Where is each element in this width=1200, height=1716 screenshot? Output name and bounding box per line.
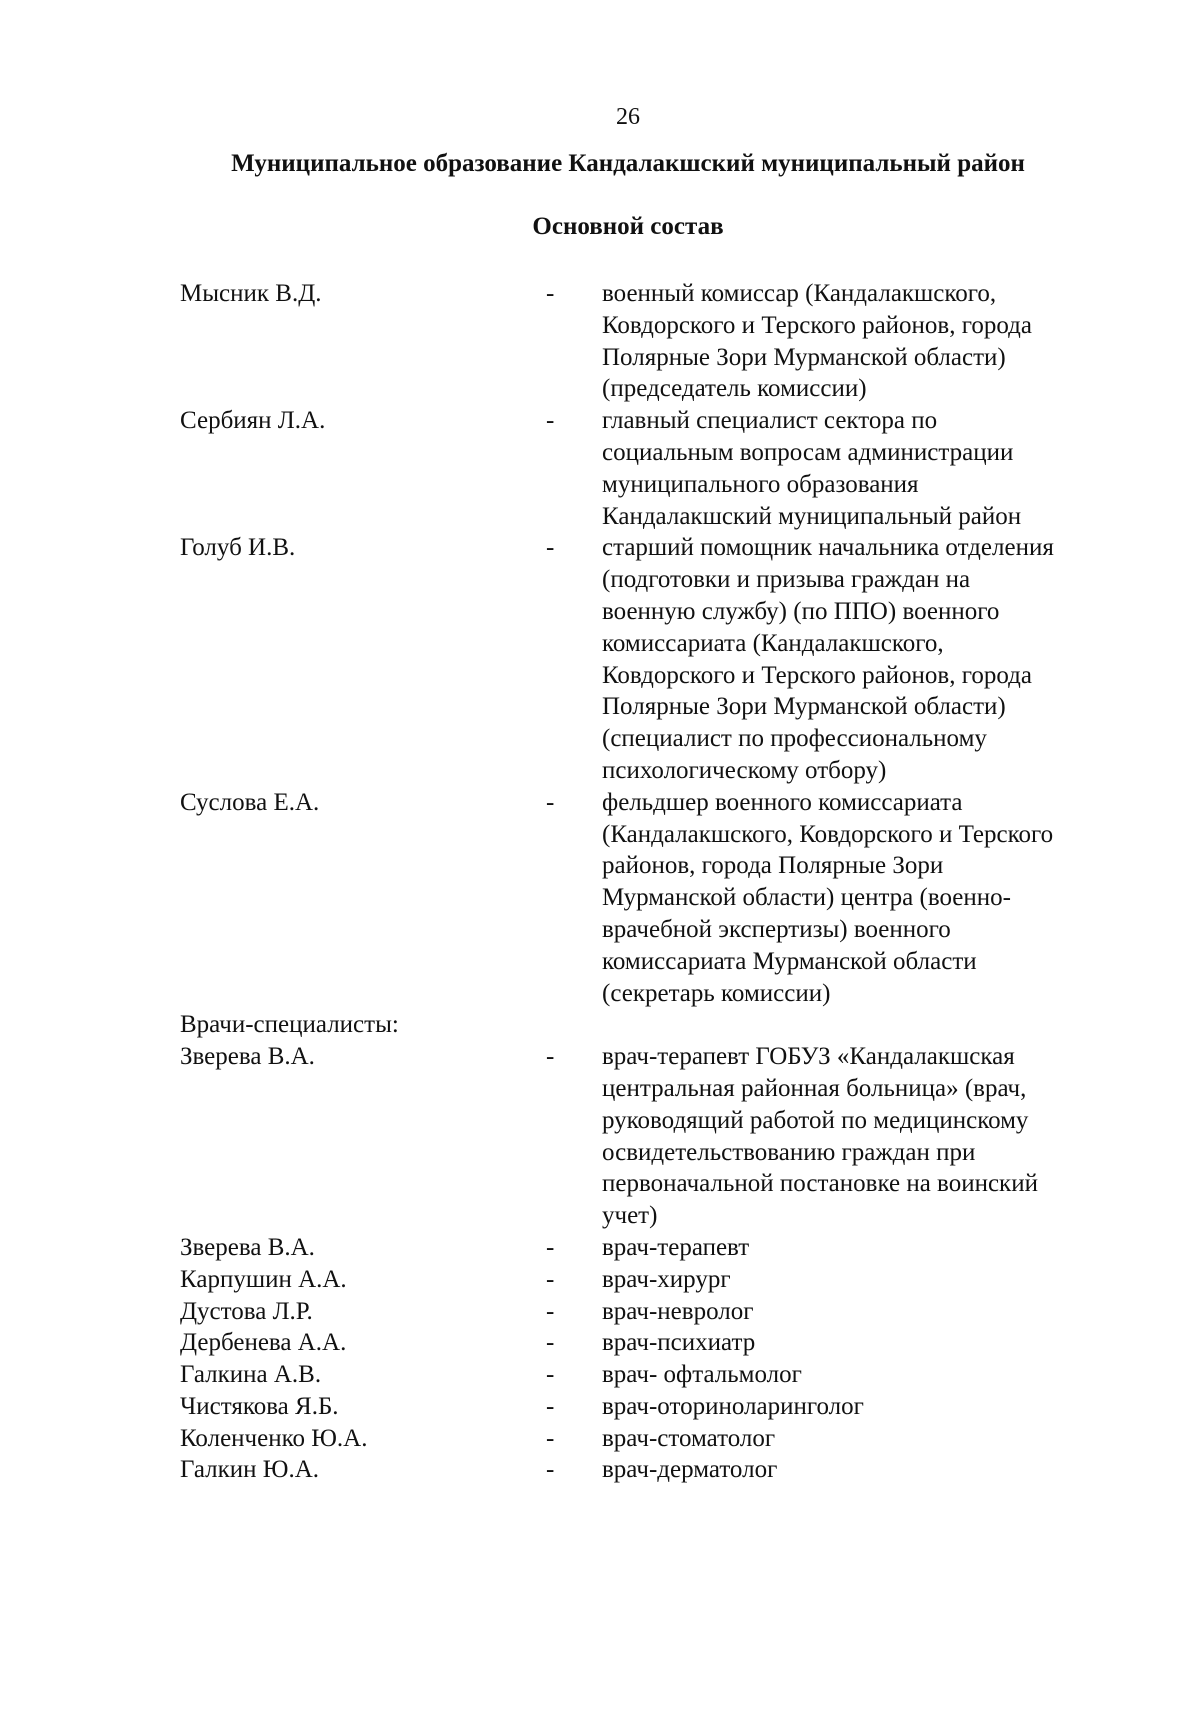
dash-separator: - bbox=[546, 407, 555, 435]
dash-separator: - bbox=[546, 1043, 555, 1071]
member-role: врач-терапевт ГОБУЗ «Кандалакшская центральная районная больница» (врач, руководящий работой по медицинскому освидетельствованию граждан при первоначальной постановке на воинский учет) bbox=[602, 1043, 1038, 1230]
member-row bbox=[180, 1454, 1120, 1486]
dash-separator: - bbox=[546, 1297, 555, 1325]
member-role: военный комиссар (Кандалакшского, Ковдорского и Терского районов, города Полярные Зори Мурманской области) (председатель комиссии) bbox=[602, 280, 1032, 403]
member-row bbox=[180, 278, 1120, 405]
page-number: 26 bbox=[616, 104, 640, 130]
member-role: врач-невролог bbox=[602, 1297, 754, 1325]
member-name: Галкин Ю.А. bbox=[180, 1456, 320, 1484]
member-name: Галкина А.В. bbox=[180, 1361, 322, 1389]
member-name: Карпушин А.А. bbox=[180, 1265, 347, 1293]
member-role: врач-психиатр bbox=[602, 1329, 756, 1357]
document-title: Муниципальное образование Кандалакшский муниципальный район bbox=[231, 150, 1025, 177]
dash-separator: - bbox=[546, 1329, 555, 1357]
member-row bbox=[180, 1264, 1120, 1296]
member-row bbox=[180, 1327, 1120, 1359]
member-role: фельдшер военного комиссариата (Кандалакшского, Ковдорского и Терского районов, города Полярные Зори Мурманской области) центра (военно- врачебной экспертизы) военного комиссариата Мурманской области (секретарь комиссии) bbox=[602, 788, 1054, 1007]
member-name: Зверева В.А. bbox=[180, 1233, 315, 1261]
member-row bbox=[180, 1359, 1120, 1391]
member-name: Голуб И.В. bbox=[180, 534, 296, 562]
dash-separator: - bbox=[546, 280, 555, 307]
member-role: старший помощник начальника отделения (подготовки и призыва граждан на военную службу) (по ППО) военного комиссариата (Кандалакшского, Ковдорского и Терского районов, города Полярные Зори Мурманской области) (специалист по профессиональному психологическому отбору) bbox=[602, 534, 1054, 784]
member-row bbox=[180, 1423, 1120, 1455]
member-row bbox=[180, 405, 1120, 532]
member-role: врач-оториноларинголог bbox=[602, 1392, 864, 1420]
dash-separator: - bbox=[546, 1361, 555, 1389]
doctors-list bbox=[180, 1041, 1120, 1486]
member-row bbox=[180, 787, 1120, 1010]
member-role: врач- офтальмолог bbox=[602, 1361, 802, 1389]
member-row bbox=[180, 1041, 1120, 1232]
member-name: Суслова Е.А. bbox=[180, 788, 320, 816]
dash-separator: - bbox=[546, 1392, 555, 1420]
dash-separator: - bbox=[546, 1456, 555, 1484]
member-role: врач-стоматолог bbox=[602, 1424, 776, 1452]
dash-separator: - bbox=[546, 1424, 555, 1452]
doctors-section-label-row bbox=[180, 1009, 1120, 1041]
member-row bbox=[180, 1296, 1120, 1328]
member-name: Коленченко Ю.А. bbox=[180, 1424, 368, 1452]
member-row bbox=[180, 1391, 1120, 1423]
doctors-section-label: Врачи-специалисты: bbox=[180, 1011, 399, 1039]
member-row bbox=[180, 1232, 1120, 1264]
member-name: Чистякова Я.Б. bbox=[180, 1392, 339, 1420]
dash-separator: - bbox=[546, 788, 555, 816]
member-role: врач-терапевт bbox=[602, 1233, 750, 1261]
dash-separator: - bbox=[546, 1265, 555, 1293]
member-role: главный специалист сектора по социальным вопросам администрации муниципального образования Кандалакшский муниципальный район bbox=[602, 407, 1022, 530]
member-name: Мысник В.Д. bbox=[180, 280, 322, 307]
member-role: врач-хирург bbox=[602, 1265, 731, 1293]
member-name: Дербенева А.А. bbox=[180, 1329, 347, 1357]
member-role: врач-дерматолог bbox=[602, 1456, 778, 1484]
dash-separator: - bbox=[546, 534, 555, 562]
member-name: Дустова Л.Р. bbox=[180, 1297, 313, 1325]
member-name: Сербиян Л.А. bbox=[180, 407, 326, 435]
member-name: Зверева В.А. bbox=[180, 1043, 315, 1071]
main-members-list bbox=[180, 278, 1120, 1009]
dash-separator: - bbox=[546, 1233, 555, 1261]
commission-list bbox=[180, 278, 1120, 1486]
member-row bbox=[180, 532, 1120, 786]
section-title: Основной состав bbox=[532, 213, 724, 240]
